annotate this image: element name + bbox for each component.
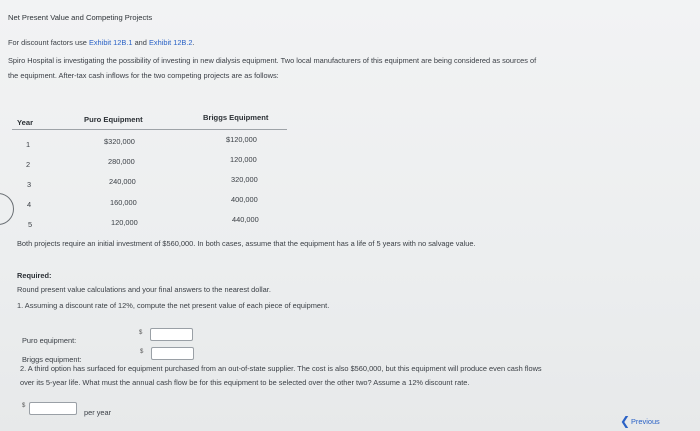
investment-assumption: Both projects require an initial investment of $560,000. In both cases, assume that the equipment has a life of 5 years with no salvage value. <box>17 239 476 248</box>
table-header-rule <box>12 129 287 130</box>
question-2-line-2: over its 5-year life. What must the annual cash flow be for this equipment to be selected over the other two? Assume a 12% discount rate. <box>20 378 470 387</box>
cash-flow-currency: $ <box>22 403 26 409</box>
factors-prefix: For discount factors use <box>8 38 87 47</box>
puro-currency: $ <box>139 330 143 336</box>
cell-briggs: 440,000 <box>232 215 259 224</box>
cell-year: 3 <box>27 180 32 189</box>
cell-puro: 240,000 <box>109 177 136 186</box>
per-year-label: per year <box>84 408 112 417</box>
cell-puro: $320,000 <box>104 137 135 146</box>
page-title: Net Present Value and Competing Projects <box>8 13 153 22</box>
col-header-year: Year <box>17 118 34 127</box>
intro-line-1: Spiro Hospital is investigating the possibility of investing in new dialysis equipment. Two local manufacturers of this equipment are being considered as sources of <box>8 56 537 65</box>
discount-factors-line <box>8 38 195 47</box>
puro-label: Puro equipment: <box>22 336 77 345</box>
cell-year: 4 <box>27 200 32 209</box>
briggs-npv-input[interactable] <box>151 347 194 360</box>
cell-puro: 160,000 <box>110 198 137 207</box>
col-header-briggs: Briggs Equipment <box>203 113 269 122</box>
chevron-left-icon: ❮ <box>620 414 631 428</box>
required-heading: Required: <box>17 271 52 280</box>
factors-and: and <box>134 38 147 47</box>
exhibit-12b2-link[interactable]: Exhibit 12B.2 <box>148 38 193 47</box>
cell-puro: 120,000 <box>111 218 138 227</box>
col-header-puro: Puro Equipment <box>84 115 143 124</box>
briggs-label: Briggs equipment: <box>22 355 82 364</box>
cell-puro: 280,000 <box>108 157 135 166</box>
question-1: 1. Assuming a discount rate of 12%, compute the net present value of each piece of equipment. <box>17 301 330 310</box>
cell-year: 2 <box>26 160 31 169</box>
puro-npv-input[interactable] <box>150 328 193 341</box>
exhibit-12b1-link[interactable]: Exhibit 12B.1 <box>88 38 133 47</box>
cell-year: 5 <box>28 220 33 229</box>
rounding-instruction: Round present value calculations and your final answers to the nearest dollar. <box>17 285 271 294</box>
cell-briggs: 400,000 <box>231 195 258 204</box>
cell-briggs: 320,000 <box>231 175 258 184</box>
previous-label: Previous <box>631 417 660 426</box>
briggs-currency: $ <box>140 349 144 355</box>
cell-briggs: $120,000 <box>226 135 257 144</box>
cell-briggs: 120,000 <box>230 155 257 164</box>
left-scroll-handle[interactable] <box>0 193 14 225</box>
cell-year: 1 <box>26 140 31 149</box>
question-2-line-1: 2. A third option has surfaced for equipment purchased from an out-of-state supplier. The cost is also $560,000, but this equipment will produce even cash flows <box>20 364 542 373</box>
factors-suffix: . <box>192 38 195 47</box>
intro-line-2: the equipment. After-tax cash inflows for the two competing projects are as follows: <box>8 71 279 80</box>
annual-cash-flow-input[interactable] <box>29 402 77 415</box>
